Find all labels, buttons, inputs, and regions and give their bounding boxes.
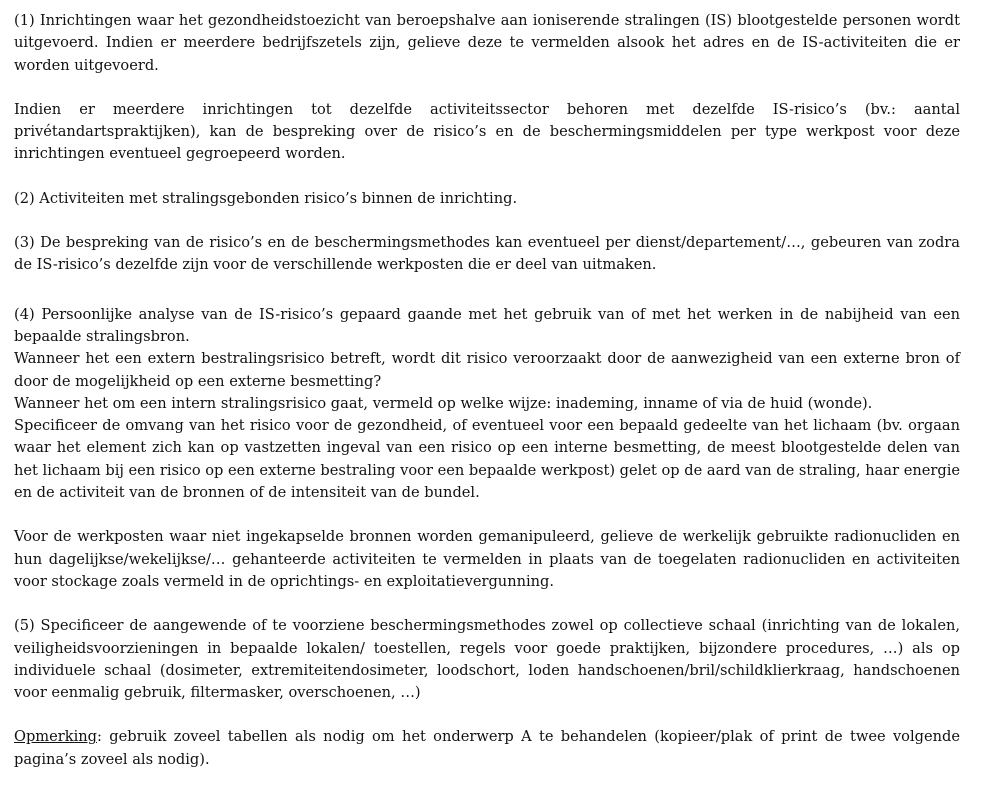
- spacer: [14, 166, 960, 188]
- note-4-internal-risk: Wanneer het om een intern stralingsrisico gaat, vermeld op welke wijze: inademing, inname of via de huid (wonde).: [14, 394, 873, 412]
- spacer: [14, 504, 960, 526]
- note-4-intro: (4) Persoonlijke analyse van de IS-risico’s gepaard gaande met het gebruik van of met het werken in de nabijheid van een bepaalde stralingsbron.: [14, 305, 960, 345]
- remark: [14, 726, 960, 771]
- spacer: [14, 210, 960, 232]
- note-2: (2) Activiteiten met stralingsgebonden risico’s binnen de inrichting.: [14, 189, 518, 207]
- note-4: [14, 304, 960, 505]
- spacer: [14, 704, 960, 726]
- notes-document: [14, 10, 960, 771]
- remark-label: Opmerking: [14, 728, 98, 746]
- spacer: [14, 593, 960, 615]
- note-3: (3) De bespreking van de risico’s en de beschermingsmethodes kan eventueel per dienst/departement/…, gebeuren van zodra de IS-risico’s dezelfde zijn voor de verschillende werkposten die er deel van uitmaken.: [14, 234, 960, 274]
- note-4-specify-extent: Specificeer de omvang van het risico voor de gezondheid, of eventueel voor een bepaald gedeelte van het lichaam (bv. orgaan waar het element zich kan op vastzetten ingeval van een risico op een interne besmetting, de meest blootgestelde delen van het lichaam bij een risico op een externe bestraling voor een bepaalde werkpost) gelet op de aard van de straling, haar energie en de activiteit van de bronnen of de intensiteit van de bundel.: [14, 417, 960, 502]
- note-4-unsealed-sources: Voor de werkposten waar niet ingekapselde bronnen worden gemanipuleerd, gelieve de werkelijk gebruikte radionucliden en hun dagelijkse/wekelijkse/… gehanteerde activiteiten te vermelden in plaats van de toegelaten radionucliden en activiteiten voor stockage zoals vermeld in de oprichtings- en exploitatievergunning.: [14, 528, 960, 590]
- spacer: [14, 277, 960, 304]
- note-5: (5) Specificeer de aangewende of te voorziene beschermingsmethodes zowel op collectieve schaal (inrichting van de lokalen, veiligheidsvoorzieningen in bepaalde lokalen/ toestellen, regels voor goede praktijken, bijzondere procedures, …) als op individuele schaal (dosimeter, extremiteitendosimeter, loodschort, loden handschoenen/bril/schildklierkraag, handschoenen voor eenmalig gebruik, filtermasker, overschoenen, …): [14, 617, 960, 702]
- note-1: (1) Inrichtingen waar het gezondheidstoezicht van beroepshalve aan ioniserende stralingen (IS) blootgestelde personen wordt uitgevoerd. Indien er meerdere bedrijfszetels zijn, gelieve deze te vermelden alsook het adres en de IS-activiteiten die er worden uitgevoerd.: [14, 12, 960, 74]
- note-1-grouping: Indien er meerdere inrichtingen tot dezelfde activiteitssector behoren met dezelfde IS-risico’s (bv.: aantal privétandartspraktijken), kan de bespreking over de risico’s en de beschermingsmiddelen per type werkpost voor deze inrichtingen eventueel gegroepeerd worden.: [14, 100, 960, 163]
- note-4-external-risk: Wanneer het een extern bestralingsrisico betreft, wordt dit risico veroorzaakt door de aanwezigheid van een externe bron of door de mogelijkheid op een externe besmetting?: [14, 350, 960, 390]
- remark-text: : gebruik zoveel tabellen als nodig om het onderwerp A te behandelen (kopieer/plak of print de twee volgende pagina’s zoveel als nodig).: [14, 728, 960, 768]
- spacer: [14, 77, 960, 99]
